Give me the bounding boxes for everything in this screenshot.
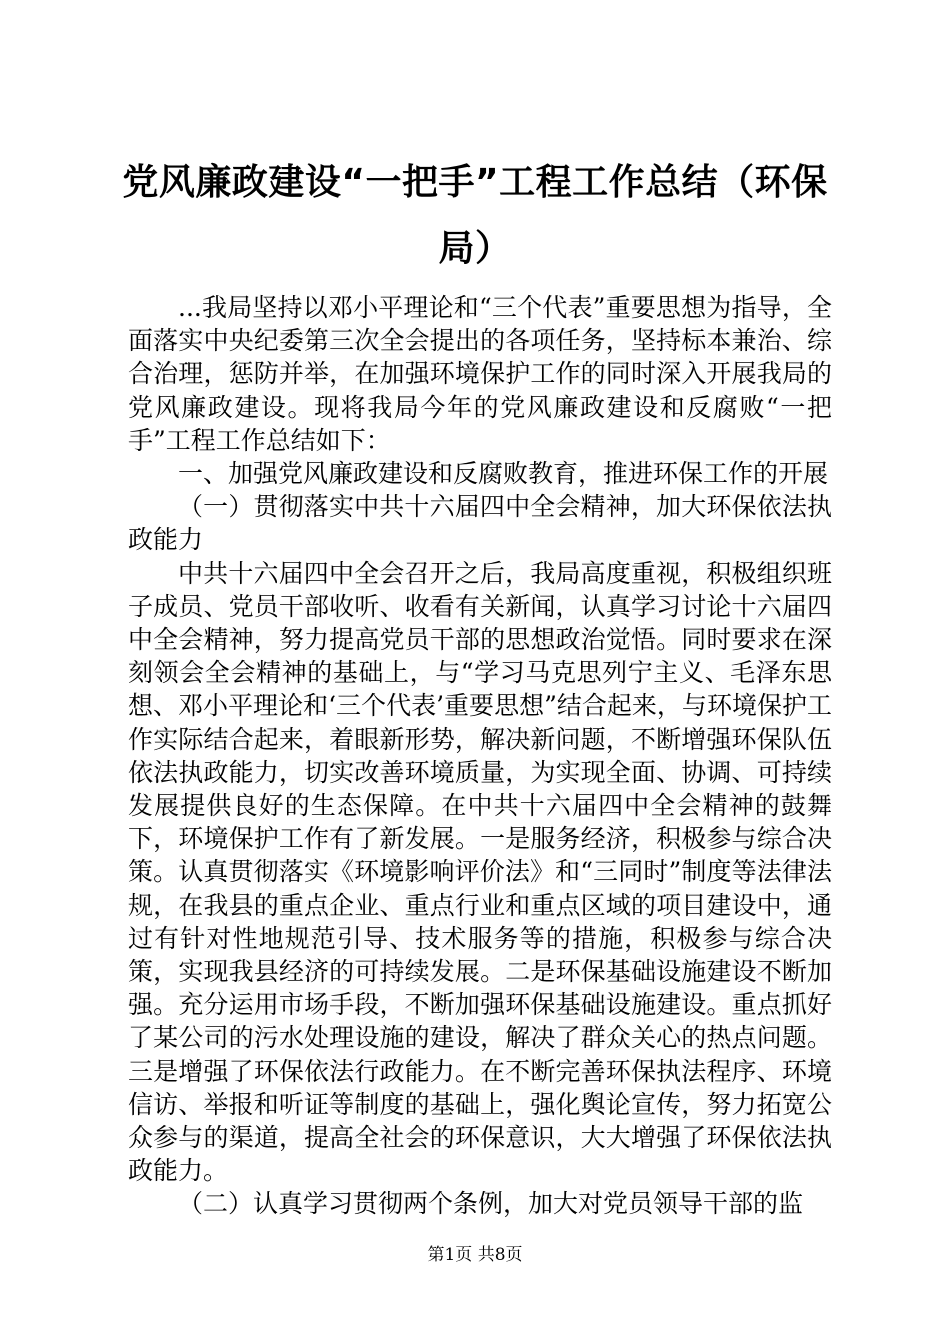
heading-subsection-2: （二）认真学习贯彻两个条例，加大对党员领导干部的监 — [178, 1189, 804, 1219]
heading-section-1: 一、加强党风廉政建设和反腐败教育，推进环保工作的开展 — [178, 459, 829, 489]
paragraph-body: 中共十六届四中全会召开之后，我局高度重视，积极组织班子成员、党员干部收听、收看有关新闻，认真学习讨论十六届四中全会精神，努力提高党员干部的思想政治觉悟。同时要求在深刻领会全会精神的基础上，与“学习马克思列宁主义、毛泽东思想、邓小平理论和‘三个代表’重要思想”结合起来，与环境保护工作实际结合起来，着眼新形势，解决新问题，不断增强环保队伍依法执政能力，切实改善环境质量，为实现全面、协调、可持续发展提供良好的生态保障。在中共十六届四中全会精神的鼓舞下，环境保护工作有了新发展。一是服务经济，积极参与综合决策。认真贯彻落实《环境影响评价法》和“三同时”制度等法律法规，在我县的重点企业、重点行业和重点区域的项目建设中，通过有针对性地规范引导、技术服务等的措施，积极参与综合决策，实现我县经济的可持续发展。二是环保基础设施建设不断加强。充分运用市场手段，不断加强环保基础设施建设。重点抓好了某公司的污水处理设施的建设，解决了群众关心的热点问题。三是增强了环保依法行政能力。在不断完善环保执法程序、环境信访、举报和听证等制度的基础上，强化舆论宣传，努力拓宽公众参与的渠道，提高全社会的环保意识，大大增强了环保依法执政能力。 — [128, 558, 832, 1186]
document-title: 党风廉政建设“一把手”工程工作总结（环保局） — [122, 162, 828, 269]
paragraph-intro: ...我局坚持以邓小平理论和“三个代表”重要思想为指导，全面落实中央纪委第三次全会提出的各项任务，坚持标本兼治、综合治理，惩防并举，在加强环境保护工作的同时深入开展我局的党风廉政建设。现将我局今年的党风廉政建设和反腐败“一把手”工程工作总结如下： — [128, 293, 832, 455]
page-number-footer: 第1页 共8页 — [427, 1245, 523, 1265]
document-body — [128, 291, 832, 1221]
heading-subsection-1: （一）贯彻落实中共十六届四中全会精神，加大环保依法执政能力 — [128, 492, 832, 555]
